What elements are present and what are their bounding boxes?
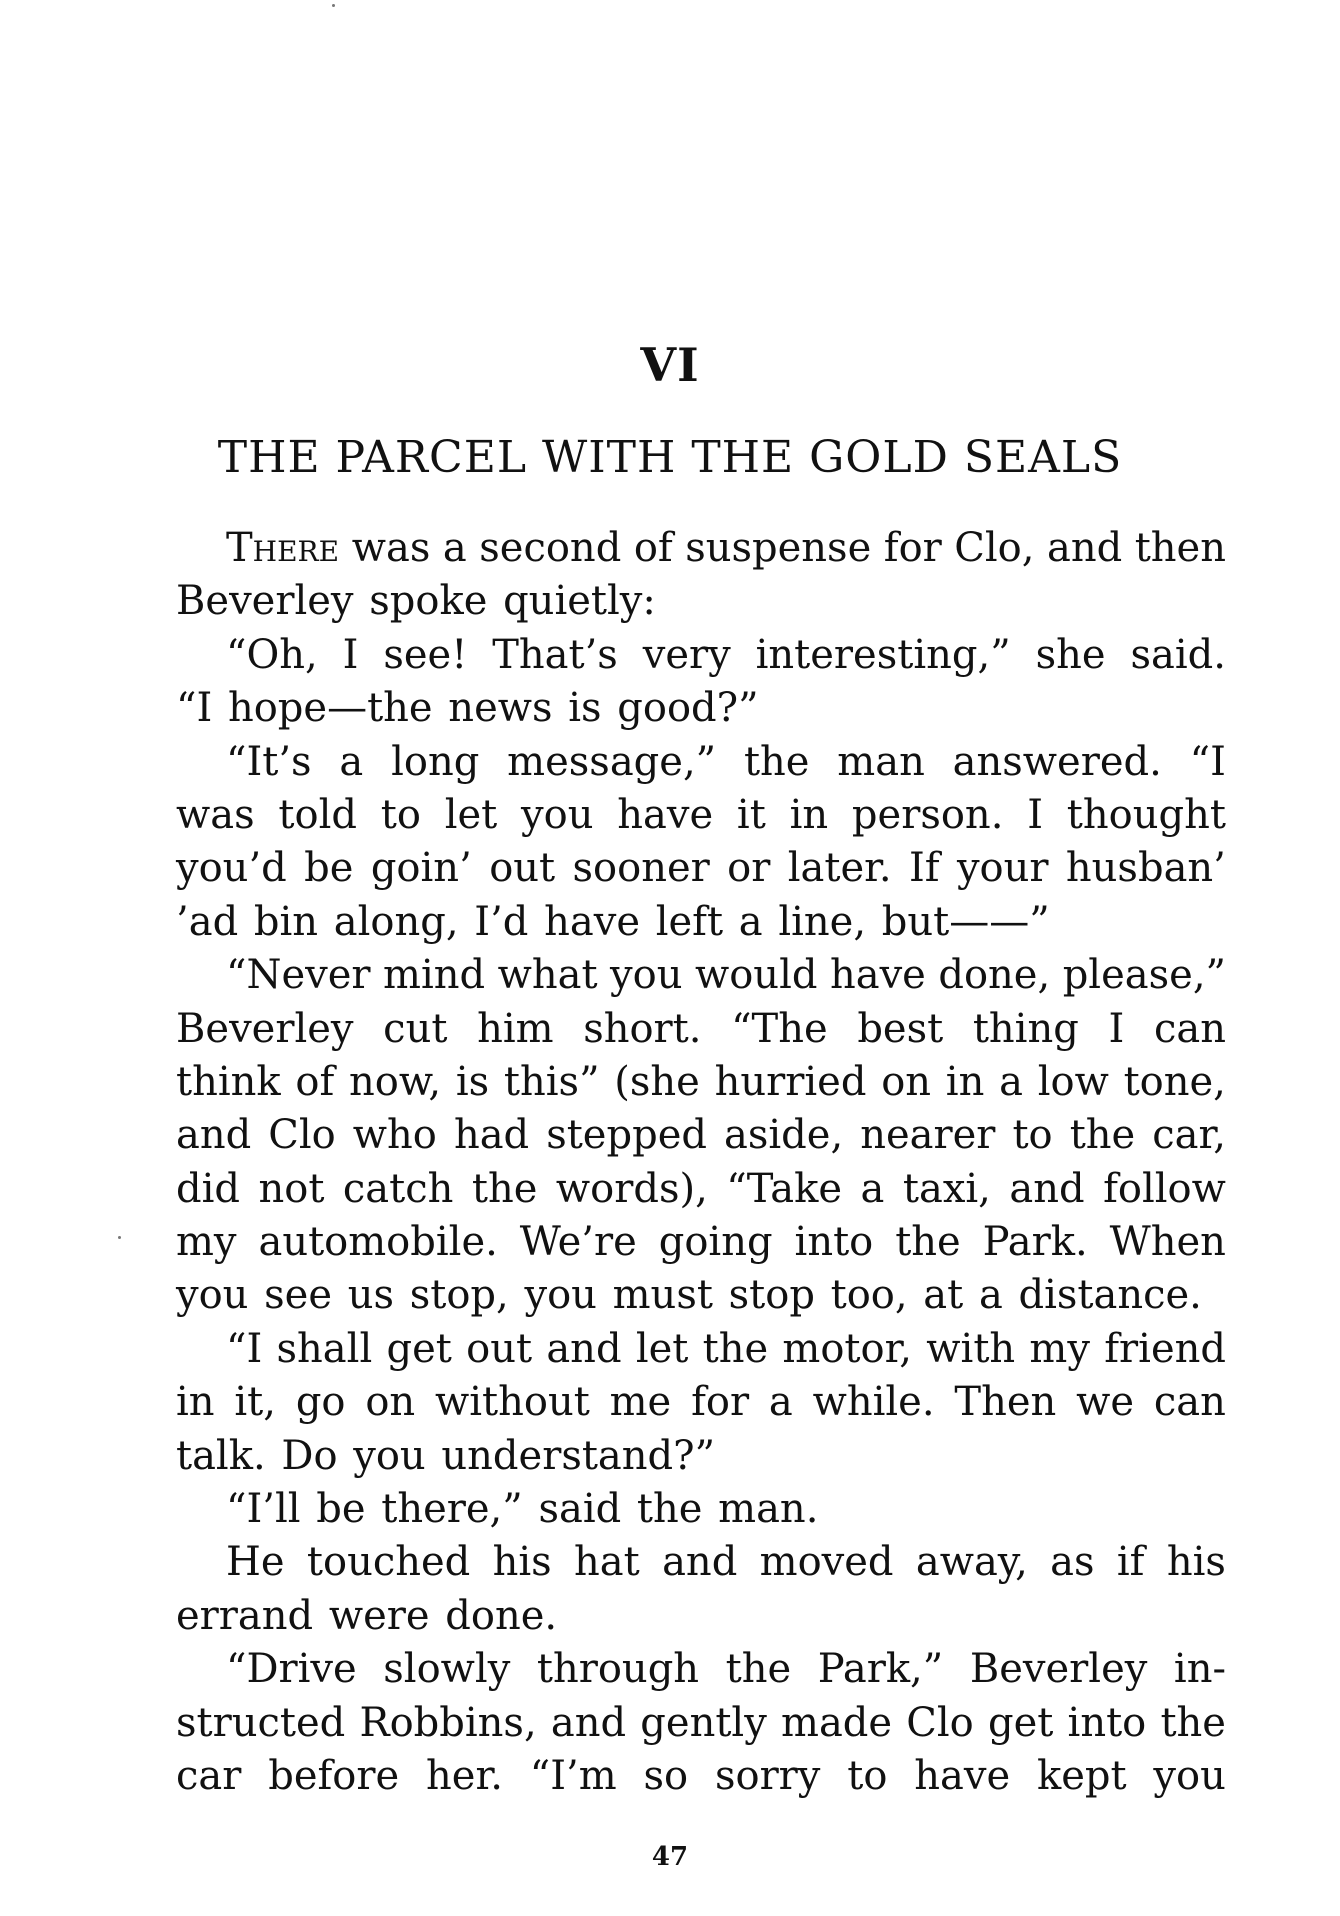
word: have [617, 791, 714, 838]
word: That’s [492, 631, 618, 678]
word: you [610, 952, 683, 999]
word: this” [503, 1058, 600, 1105]
word: in [176, 1379, 215, 1426]
word: of [633, 525, 673, 571]
chapter-title: THE PARCEL WITH THE GOLD SEALS [217, 432, 1123, 483]
word: please,” [1062, 952, 1226, 999]
word: tone, [1123, 1058, 1226, 1105]
word: car [176, 1752, 242, 1799]
word: Robbins, [359, 1699, 537, 1746]
word: and [662, 1539, 738, 1586]
word: told [278, 791, 357, 838]
word: We’re [519, 1219, 637, 1266]
word: hat [574, 1539, 640, 1586]
word: cut [383, 1005, 448, 1052]
word: (she [614, 1058, 700, 1105]
word: stepped [546, 1112, 707, 1159]
text-line: ’ad bin along, I’d have left a line, but——” [176, 898, 1050, 945]
word: let [444, 791, 498, 838]
word: the [1160, 1699, 1226, 1746]
word: a [339, 738, 364, 785]
word: later. [787, 845, 892, 892]
word: very [642, 631, 731, 678]
word: be [304, 845, 354, 892]
word: him [477, 1005, 554, 1052]
word: Clo, [954, 525, 1035, 571]
word: “Take [726, 1165, 843, 1212]
text-line [176, 1109, 1226, 1162]
word: as [1050, 1539, 1095, 1586]
word: in- [1173, 1646, 1226, 1693]
word: it [736, 791, 766, 838]
word: did [176, 1165, 241, 1212]
text-line: talk. Do you understand?” [176, 1432, 716, 1479]
word: the [895, 1219, 961, 1266]
word: you [1153, 1752, 1226, 1799]
word: you’d [176, 845, 287, 892]
word: if [1116, 1539, 1145, 1586]
word: mind [383, 952, 486, 999]
word: on [365, 1379, 416, 1426]
word: in [789, 791, 829, 838]
word: with [926, 1325, 1016, 1372]
word: out [466, 1325, 533, 1372]
word: second [479, 525, 622, 571]
word: friend [1104, 1325, 1226, 1372]
word: now, [349, 1058, 442, 1105]
word: person. [851, 791, 1004, 838]
word: Clo [906, 1699, 974, 1746]
word: best [857, 1005, 944, 1052]
word: your [956, 845, 1049, 892]
word: man [837, 738, 925, 785]
word: Then [954, 1379, 1057, 1426]
text-line: you see us stop, you must stop too, at a distance. [176, 1272, 1202, 1319]
word: car, [1152, 1112, 1226, 1159]
word: “I’m [529, 1752, 617, 1799]
word: long [391, 738, 480, 785]
word: slowly [383, 1646, 511, 1693]
word: motor, [782, 1325, 913, 1372]
text-line [176, 1056, 1226, 1109]
text-line [176, 522, 1226, 575]
word: into [1067, 1699, 1147, 1746]
text-line [176, 1003, 1226, 1056]
word: shall [276, 1325, 373, 1372]
word: Beverley [969, 1646, 1148, 1693]
text-line [176, 736, 1226, 789]
word: his [492, 1539, 552, 1586]
word: let [635, 1325, 689, 1372]
word: kept [1036, 1752, 1127, 1799]
word: Park,” [817, 1646, 944, 1693]
word: “I [1189, 738, 1226, 785]
word: gently [640, 1699, 767, 1746]
word: goin’ [370, 845, 472, 892]
word: was [176, 791, 255, 838]
word: short. [583, 1005, 702, 1052]
word: think [176, 1058, 281, 1105]
text-line [176, 949, 1226, 1002]
word: I [1108, 1005, 1125, 1052]
word: “I [226, 1325, 263, 1372]
text-line [176, 1323, 1226, 1376]
word: it, [234, 1379, 276, 1426]
chapter-number: VI [640, 338, 700, 392]
word: of [295, 1058, 335, 1105]
word: nearer [860, 1112, 996, 1159]
word: is [455, 1058, 490, 1105]
word: structed [176, 1699, 346, 1746]
word: words), [555, 1165, 708, 1212]
text-line [176, 842, 1226, 895]
body-text [176, 522, 1226, 1803]
word: have [914, 1752, 1011, 1799]
word: “Drive [226, 1646, 357, 1693]
word: He [226, 1539, 285, 1586]
word: message,” [507, 738, 717, 785]
word: a [999, 1058, 1023, 1105]
text-line [176, 1643, 1226, 1696]
word: can [1153, 1005, 1226, 1052]
word: thought [1066, 791, 1226, 838]
word: then [1134, 525, 1226, 571]
word: going [658, 1219, 773, 1266]
word: we [1076, 1379, 1135, 1426]
word: the [743, 738, 810, 785]
word: and [546, 1325, 622, 1372]
word: sorry [714, 1752, 821, 1799]
word: the [471, 1165, 538, 1212]
text-line: errand were done. [176, 1592, 558, 1639]
text-line [176, 1376, 1226, 1429]
word: If [908, 845, 940, 892]
word: taxi, [902, 1165, 991, 1212]
word: catch [342, 1165, 454, 1212]
word: suspense [685, 525, 872, 571]
text-line [176, 1750, 1226, 1803]
word: go [295, 1379, 346, 1426]
word: for [691, 1379, 750, 1426]
word: to [847, 1752, 888, 1799]
word: and [176, 1112, 252, 1159]
word: aside, [724, 1112, 844, 1159]
word: see! [383, 631, 468, 678]
word: away, [915, 1539, 1028, 1586]
word: so [643, 1752, 689, 1799]
word: his [1166, 1539, 1226, 1586]
word: my [176, 1219, 237, 1266]
text-line [176, 789, 1226, 842]
word: get [987, 1699, 1054, 1746]
word: into [794, 1219, 874, 1266]
word: me [609, 1379, 672, 1426]
text-line [176, 1697, 1226, 1750]
word: low [1037, 1058, 1109, 1105]
word: my [1029, 1325, 1090, 1372]
word: hurried [714, 1058, 867, 1105]
word: to [380, 791, 421, 838]
small-caps-lead: There [226, 525, 340, 571]
word: “The [731, 1005, 828, 1052]
word: and [550, 1699, 627, 1746]
text-line [176, 629, 1226, 682]
word: There was [226, 525, 431, 571]
word: the [702, 1325, 769, 1372]
word: had [453, 1112, 530, 1159]
word: said. [1130, 631, 1226, 678]
word: have [829, 952, 926, 999]
word: a [860, 1165, 885, 1212]
page-number: 47 [651, 1842, 689, 1872]
word: she [1035, 631, 1106, 678]
word: I [1027, 791, 1043, 838]
word: to [1012, 1112, 1053, 1159]
word: a [768, 1379, 793, 1426]
word: and [1046, 525, 1123, 571]
word: Park. [982, 1219, 1088, 1266]
text-line: Beverley spoke quietly: [176, 578, 656, 625]
word: and [1009, 1165, 1085, 1212]
text-line [176, 1216, 1226, 1269]
word: without [435, 1379, 590, 1426]
text-line: “I’ll be there,” said the man. [226, 1486, 819, 1533]
word: sooner [572, 845, 710, 892]
word: get [386, 1325, 452, 1372]
word: done, [938, 952, 1051, 999]
word: through [536, 1646, 700, 1693]
word: answered. [952, 738, 1162, 785]
word: made [781, 1699, 893, 1746]
word: “Oh, [226, 631, 318, 678]
word: or [727, 845, 771, 892]
word: thing [972, 1005, 1079, 1052]
word: while. [812, 1379, 935, 1426]
word: moved [759, 1539, 894, 1586]
scan-speck [332, 4, 335, 7]
word: interesting,” [755, 631, 1011, 678]
word: you [521, 791, 594, 838]
word: I [342, 631, 359, 678]
word: who [352, 1112, 437, 1159]
word: can [1153, 1379, 1226, 1426]
text-line: “I hope—the news is good?” [176, 685, 759, 732]
word: a [442, 525, 467, 571]
text-line [176, 1163, 1226, 1216]
word: what [497, 952, 598, 999]
word: before [268, 1752, 400, 1799]
word: When [1109, 1219, 1226, 1266]
word: not [258, 1165, 325, 1212]
text-line [176, 1536, 1226, 1589]
word: for [883, 525, 942, 571]
word: husban’ [1065, 845, 1226, 892]
word: Beverley [176, 1005, 354, 1052]
word: follow [1103, 1165, 1226, 1212]
word: her. [426, 1752, 503, 1799]
word: “Never [226, 952, 371, 999]
scan-speck [118, 1236, 121, 1239]
word: automobile. [258, 1219, 498, 1266]
word: touched [306, 1539, 471, 1586]
word: on [881, 1058, 932, 1105]
word: Clo [268, 1112, 336, 1159]
word: the [725, 1646, 792, 1693]
word: the [1069, 1112, 1136, 1159]
word: would [694, 952, 818, 999]
word: in [945, 1058, 985, 1105]
word: out [489, 845, 556, 892]
word: “It’s [226, 738, 312, 785]
